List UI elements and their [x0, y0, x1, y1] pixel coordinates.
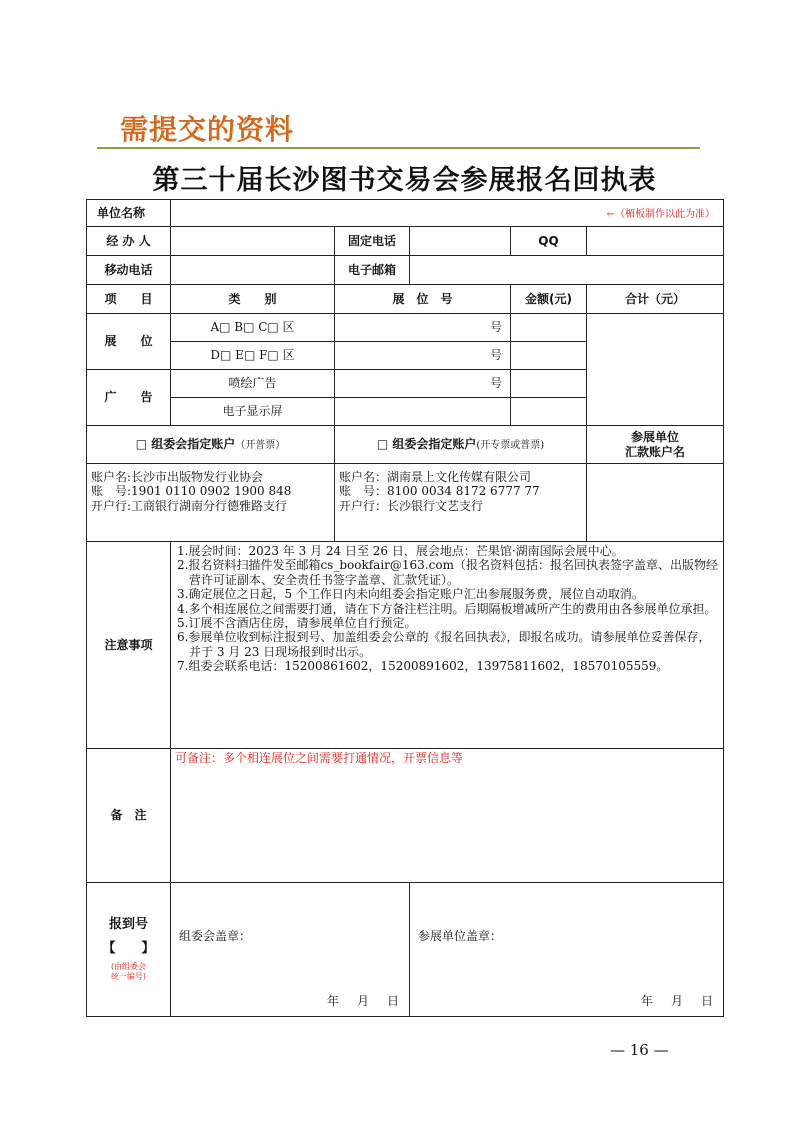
notice-item: 1.展会时间：2023 年 3 月 24 日至 26 日，展会地点：芒果馆·湖南国际会展中心。: [177, 544, 624, 558]
date-month: 月: [356, 993, 369, 1008]
col-item: 项 目: [87, 285, 171, 314]
committee-seal-date: [309, 994, 399, 1008]
exhibitor-account-field[interactable]: [587, 464, 724, 542]
ad-amount-2[interactable]: [511, 398, 587, 426]
row-account-details: [87, 464, 724, 542]
notice-item: 6.参展单位收到标注报到号、加盖组委会公章的《报名回执表》，即报名成功。请参展单位妥善保存，并于 3 月 23 日现场报到时出示。: [177, 630, 711, 659]
total-field[interactable]: [587, 314, 724, 426]
row-contact: [87, 227, 724, 256]
booth-no-field-1[interactable]: [335, 314, 511, 342]
col-amount: 金额(元): [511, 285, 587, 314]
phone-field[interactable]: [410, 227, 511, 256]
email-label: 电子邮箱: [335, 256, 410, 285]
registration-number-title: 报到号: [108, 916, 148, 932]
account-2-name: 账户名：湖南景上文化传媒有限公司: [339, 470, 532, 484]
booth-amount-1[interactable]: [511, 314, 587, 342]
col-booth-no: 展 位 号: [335, 285, 511, 314]
account-header-2[interactable]: [335, 426, 587, 464]
ad-banner: 喷绘广告: [171, 370, 335, 398]
form-title: 第三十届长沙图书交易会参展报名回执表: [152, 165, 657, 196]
ad-no-suffix: 号: [489, 376, 502, 391]
notice-item: 3.确定展位之日起，5 个工作日内未向组委会指定账户汇出参展服务费，展位自动取消。: [177, 587, 644, 602]
contact-label: 经 办 人: [87, 227, 171, 256]
booth-zone-abc[interactable]: A□ B□ C□ 区: [171, 314, 335, 342]
ad-amount-1[interactable]: [511, 370, 587, 398]
account-1-checkbox-label: □ 组委会指定账户: [135, 437, 236, 451]
booth-zone-def[interactable]: D□ E□ F□ 区: [171, 342, 335, 370]
date-year: 年: [641, 993, 654, 1008]
booth-no-suffix-1: 号: [489, 320, 502, 335]
committee-seal-label: 组委会盖章：: [179, 929, 252, 943]
date-year: 年: [326, 993, 339, 1008]
row-registration: [87, 883, 724, 1017]
qq-field[interactable]: [587, 227, 724, 256]
remarks-label: 备 注: [87, 749, 171, 883]
booth-no-suffix-2: 号: [489, 348, 502, 363]
account-1-number: 账 号:1901 0110 0902 1900 848: [91, 484, 292, 499]
mobile-field[interactable]: [171, 256, 335, 285]
exhibitor-account-header-line1: 参展单位: [631, 430, 680, 445]
account-2-note: (开专票或普票): [476, 440, 545, 451]
ad-no-field-1[interactable]: [335, 370, 511, 398]
unit-name-label: 单位名称: [87, 200, 171, 227]
row-booth-1: [87, 314, 724, 342]
notices-list: [171, 542, 724, 749]
registration-form-table: [86, 199, 724, 1017]
phone-label: 固定电话: [335, 227, 410, 256]
registration-number-bracket: 【 】: [102, 940, 155, 956]
notice-item: 2.报名资料扫描件发至邮箱cs_bookfair@163.com（报名资料包括：报名回执表签字盖章、出版物经营许可证副本、安全责任书签字盖章、汇款凭证）。: [177, 558, 718, 587]
col-total: 合计（元）: [587, 285, 724, 314]
registration-number-note-1: (由组委会: [110, 962, 147, 972]
exhibitor-account-header-line2: 汇款账户名: [625, 444, 686, 459]
account-1-note: （开普票）: [235, 440, 286, 451]
row-account-headers: [87, 426, 724, 464]
booth-label: 展 位: [87, 314, 171, 370]
account-2-number: 账 号：8100 0034 8172 6777 77: [339, 484, 540, 499]
ads-label: 广 告: [87, 370, 171, 426]
remarks-hint: 可备注：多个相连展位之间需要打通情况，开票信息等: [175, 751, 464, 765]
contact-field[interactable]: [171, 227, 335, 256]
notice-item: 4.多个相连展位之间需要打通，请在下方备注栏注明。后期隔板增减所产生的费用由各参展单位承担。: [177, 601, 717, 616]
account-1-bank: 开户行:工商银行湖南分行德雅路支行: [91, 498, 288, 513]
exhibitor-seal-cell: [410, 883, 724, 1017]
unit-name-field[interactable]: [171, 200, 724, 227]
section-divider: [97, 147, 700, 149]
row-unit-name: [87, 200, 724, 227]
booth-amount-2[interactable]: [511, 342, 587, 370]
row-remarks: [87, 749, 724, 883]
ad-screen: 电子显示屏: [171, 398, 335, 426]
mobile-label: 移动电话: [87, 256, 171, 285]
col-category: 类 别: [171, 285, 335, 314]
remarks-field[interactable]: [171, 749, 724, 883]
date-day: 日: [386, 993, 399, 1008]
section-title: 需提交的资料: [120, 113, 295, 146]
exhibitor-account-header: [587, 426, 724, 464]
ad-no-field-2[interactable]: [335, 398, 511, 426]
exhibitor-seal-label: 参展单位盖章：: [418, 929, 503, 943]
exhibitor-seal-date: [623, 994, 713, 1008]
account-2-bank: 开户行：长沙银行文艺支行: [339, 498, 484, 513]
row-column-headers: [87, 285, 724, 314]
account-header-1[interactable]: [87, 426, 335, 464]
booth-no-field-2[interactable]: [335, 342, 511, 370]
notice-item: 5.订展不含酒店住房，请参展单位自行预定。: [177, 615, 417, 630]
account-1-name: 账户名:长沙市出版物发行业协会: [91, 470, 264, 484]
registration-number-note-2: 统一编号): [110, 972, 147, 982]
row-mobile: [87, 256, 724, 285]
account-2-details: [335, 464, 587, 542]
qq-label: QQ: [511, 227, 587, 256]
committee-seal-cell: [171, 883, 410, 1017]
account-1-details: [87, 464, 335, 542]
date-day: 日: [701, 993, 714, 1008]
account-2-checkbox-label: □ 组委会指定账户: [376, 437, 477, 451]
registration-number-cell: [87, 883, 171, 1017]
notice-item: 7.组委会联系电话：15200861602，15200891602，13975811602，18570105559。: [177, 659, 669, 674]
email-field[interactable]: [410, 256, 724, 285]
page-number: — 16 —: [610, 1041, 669, 1059]
row-notices: [87, 542, 724, 749]
notices-label: 注意事项: [87, 542, 171, 749]
unit-name-note: ←（楣板制作以此为准）: [606, 208, 716, 220]
date-month: 月: [671, 993, 684, 1008]
